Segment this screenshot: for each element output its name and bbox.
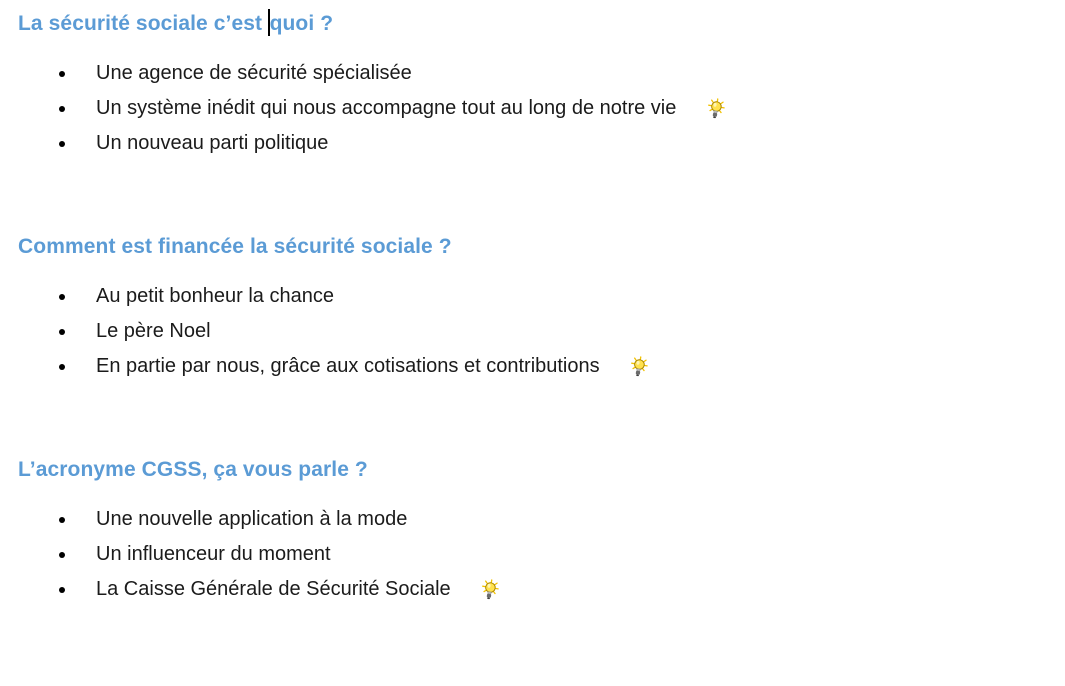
lightbulb-icon[interactable] [630, 356, 648, 378]
answer-options-list-3 [18, 502, 1045, 607]
answer-option-text: Un nouveau parti politique [96, 132, 329, 154]
bullet-icon [59, 106, 65, 112]
answer-option-text: Un système inédit qui nous accompagne tout au long de notre vie [96, 97, 677, 119]
answer-option[interactable] [18, 537, 1045, 572]
bullet-icon [59, 141, 65, 147]
question-title-1[interactable] [18, 10, 1045, 38]
answer-options-list-2 [18, 279, 1045, 384]
answer-option-text: La Caisse Générale de Sécurité Sociale [96, 578, 451, 600]
answer-option[interactable] [18, 91, 1045, 126]
answer-option-text: Une nouvelle application à la mode [96, 508, 408, 530]
bullet-icon [59, 552, 65, 558]
answer-option[interactable] [18, 126, 1045, 161]
answer-option-text: Une agence de sécurité spécialisée [96, 62, 412, 84]
answer-option[interactable] [18, 349, 1045, 384]
bullet-icon [59, 587, 65, 593]
bullet-icon [59, 294, 65, 300]
lightbulb-icon[interactable] [707, 98, 725, 120]
answer-option[interactable] [18, 279, 1045, 314]
answer-option[interactable] [18, 572, 1045, 607]
question-block-1 [18, 10, 1045, 161]
question-block-2 [18, 233, 1045, 384]
answer-options-list-1 [18, 56, 1045, 161]
bullet-icon [59, 364, 65, 370]
answer-option[interactable] [18, 56, 1045, 91]
answer-option-text: Au petit bonheur la chance [96, 285, 334, 307]
question-title-3[interactable]: L’acronyme CGSS, ça vous parle ? [18, 458, 368, 481]
answer-option-text: En partie par nous, grâce aux cotisations et contributions [96, 355, 600, 377]
answer-option-text: Un influenceur du moment [96, 543, 331, 565]
question-title-1-before-caret: La sécurité sociale c’est [18, 12, 269, 35]
answer-option[interactable] [18, 314, 1045, 349]
bullet-icon [59, 329, 65, 335]
lightbulb-icon[interactable] [481, 579, 499, 601]
answer-option-text: Le père Noel [96, 320, 211, 342]
question-block-3 [18, 456, 1045, 607]
answer-option[interactable] [18, 502, 1045, 537]
question-title-2[interactable]: Comment est financée la sécurité sociale ? [18, 235, 452, 258]
question-title-1-after-caret: quoi ? [269, 12, 334, 35]
bullet-icon [59, 71, 65, 77]
bullet-icon [59, 517, 65, 523]
